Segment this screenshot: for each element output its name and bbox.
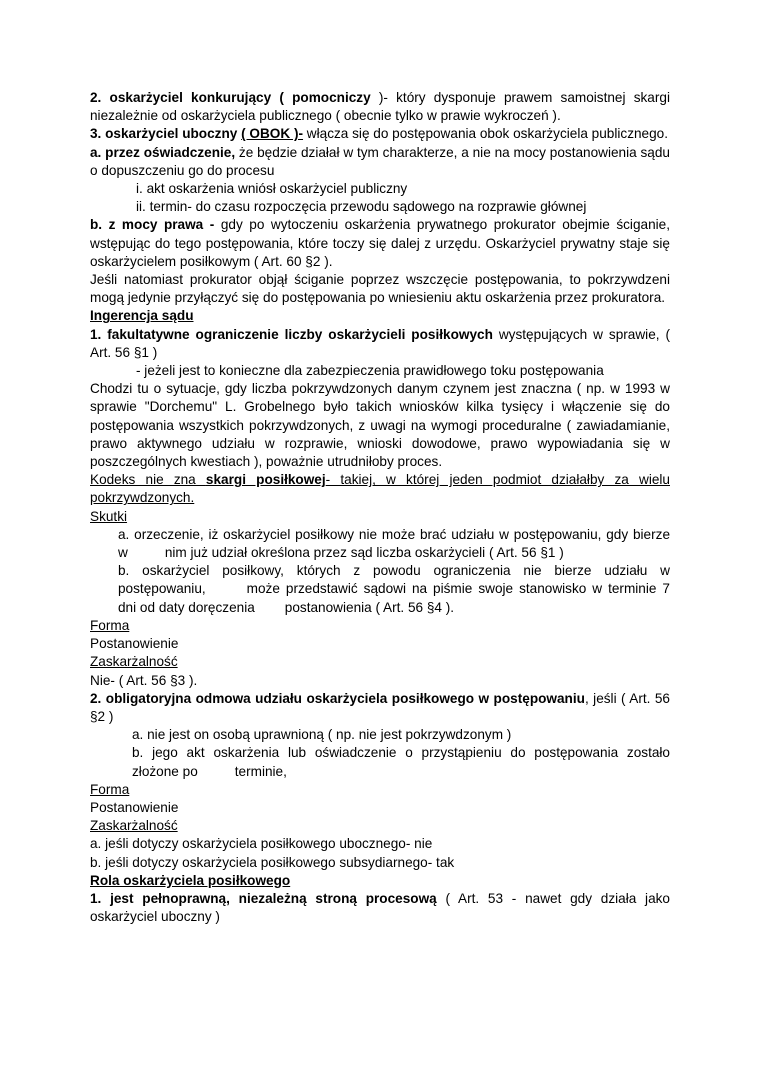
paragraph-oskarzyciel-konkurujacy	[90, 89, 670, 125]
text: włącza się do postępowania obok oskarżyciela publicznego.	[303, 126, 669, 142]
paragraph-z-mocy-prawa	[90, 216, 670, 271]
text: że będzie działał w tym charakterze, a nie na mocy postanowienia sądu o dopuszczeniu go do procesu	[90, 144, 670, 178]
term-fakultatywne-ograniczenie: 1. fakultatywne ograniczenie liczby oskarżycieli posiłkowych	[90, 326, 493, 342]
text: gdy po wytoczeniu oskarżenia prywatnego prokurator obejmie ściganie, wstępując do tego postępowania, które toczy się dalej z urzędu. Oskarżyciel prywatny staje się oskarżycielem posiłkowym ( Art. 60 §2 ).	[90, 217, 670, 269]
paragraph-jesli-natomiast: Jeśli natomiast prokurator objął ściganie poprzez wszczęcie postępowania, to pokrzywdzeni mogą jedynie przyłączyć się do postępowania po wniesieniu aktu oskarżenia przez prokuratora.	[90, 272, 670, 306]
value-forma-2: Postanowienie	[90, 799, 179, 815]
term-skargi-posilkowej: skargi posiłkowej	[205, 472, 326, 488]
list-item-ii: ii. termin- do czasu rozpoczęcia przewodu sądowego na rozprawie głównej	[136, 199, 587, 215]
text: występujących w sprawie, ( Art. 56 §1 )	[90, 326, 670, 360]
heading-ingerencja-sadu: Ingerencja sądu	[90, 308, 194, 324]
text: postanowienia ( Art. 56 §4 ).	[284, 599, 455, 615]
text: terminie,	[234, 763, 287, 779]
odmowa-item-a: a. nie jest on osobą uprawnioną ( np. nie jest pokrzywdzonym )	[132, 727, 512, 743]
text: b. jego akt oskarżenia lub oświadczenie o przystąpieniu do postępowania zostało złożone po	[132, 745, 670, 779]
value-forma: Postanowienie	[90, 636, 179, 652]
term-oskarzyciel-uboczny: 3. oskarżyciel uboczny	[90, 126, 242, 142]
label-forma-2: Forma	[90, 781, 130, 797]
text: a. orzeczenie, iż oskarżyciel posiłkowy nie może brać udziału w postępowaniu, gdy bierze w	[118, 526, 670, 561]
term-pelnoprawna-strona: 1. jest pełnoprawną, niezależną stroną procesową	[90, 890, 437, 906]
paragraph-pelnoprawna-strona	[90, 890, 670, 926]
text: , jeśli ( Art. 56 §2 )	[90, 690, 670, 724]
label-zaskarzalnosc: Zaskarżalność	[90, 654, 178, 670]
text: ( Art. 53 - nawet gdy działa jako oskarżyciel uboczny )	[90, 890, 670, 925]
list-item-i: i. akt oskarżenia wniósł oskarżyciel publiczny	[136, 181, 408, 197]
label-skutki: Skutki	[90, 508, 128, 524]
skutki-item-b	[90, 562, 670, 617]
text: może przedstawić sądowi na piśmie swoje stanowisko w terminie 7 dni od daty doręczenia	[118, 581, 670, 615]
skutki-item-a	[90, 526, 670, 562]
text: b. oskarżyciel posiłkowy, których z powodu ograniczenia nie bierze udziału w postępowaniu,	[118, 563, 670, 597]
document-body	[90, 89, 670, 926]
term-obligatoryjna-odmowa: 2. obligatoryjna odmowa udziału oskarżyciela posiłkowego w postępowaniu	[90, 690, 585, 706]
paragraph-oskarzyciel-uboczny	[90, 125, 670, 143]
term-obok: ( OBOK )-	[241, 126, 304, 142]
text: )- który dysponuje prawem samoistnej skargi niezależnie od oskarżyciela publicznego ( obecnie tylko w prawie wykroczeń ).	[90, 90, 670, 124]
zaskarzalnosc-item-a: a. jeśli dotyczy oskarżyciela posiłkowego ubocznego- nie	[90, 836, 433, 852]
paragraph-fakultatywne-ograniczenie	[90, 326, 670, 362]
list-item-jezeli: - jeżeli jest to konieczne dla zabezpieczenia prawidłowego toku postępowania	[136, 363, 604, 379]
paragraph-kodeks-nie-zna	[90, 471, 670, 507]
text: Kodeks nie zna	[90, 472, 206, 488]
label-zaskarzalnosc-2: Zaskarżalność	[90, 818, 178, 834]
odmowa-item-b	[90, 744, 670, 780]
zaskarzalnosc-item-b: b. jeśli dotyczy oskarżyciela posiłkowego subsydiarnego- tak	[90, 854, 455, 870]
term-przez-oswiadczenie: a. przez oświadczenie,	[90, 144, 236, 160]
paragraph-chodzi-tu: Chodzi tu o sytuacje, gdy liczba pokrzywdzonych danym czynem jest znaczna ( np. w 1993 w sprawie "Dorchemu" L. Grobelnego było takich wniosków kilka tysięcy i włączenie się do postępowania wszystkich pokrzywdzonych, z uwagi na wymogi proceduralne ( zawiadamianie, prawo aktywnego udziału w rozprawie, wnioski dowodowe, prawo wypowiadania się w poszczególnych kwestiach ), poważnie utrudniłoby proces.	[90, 381, 670, 470]
text: nim już udział określona przez sąd liczba oskarżycieli ( Art. 56 §1 )	[164, 545, 564, 561]
term-oskarzyciel-konkurujacy: 2. oskarżyciel konkurujący ( pomocniczy	[90, 90, 379, 105]
heading-rola-oskarzyciela: Rola oskarżyciela posiłkowego	[90, 872, 291, 888]
label-forma: Forma	[90, 617, 130, 633]
term-z-mocy-prawa: b. z mocy prawa -	[90, 217, 215, 233]
paragraph-przez-oswiadczenie	[90, 144, 670, 180]
value-zaskarzalnosc: Nie- ( Art. 56 §3 ).	[90, 672, 198, 688]
text: - takiej, w której jeden podmiot działałby za wielu pokrzywdzonych.	[90, 472, 670, 506]
paragraph-obligatoryjna-odmowa	[90, 690, 670, 726]
